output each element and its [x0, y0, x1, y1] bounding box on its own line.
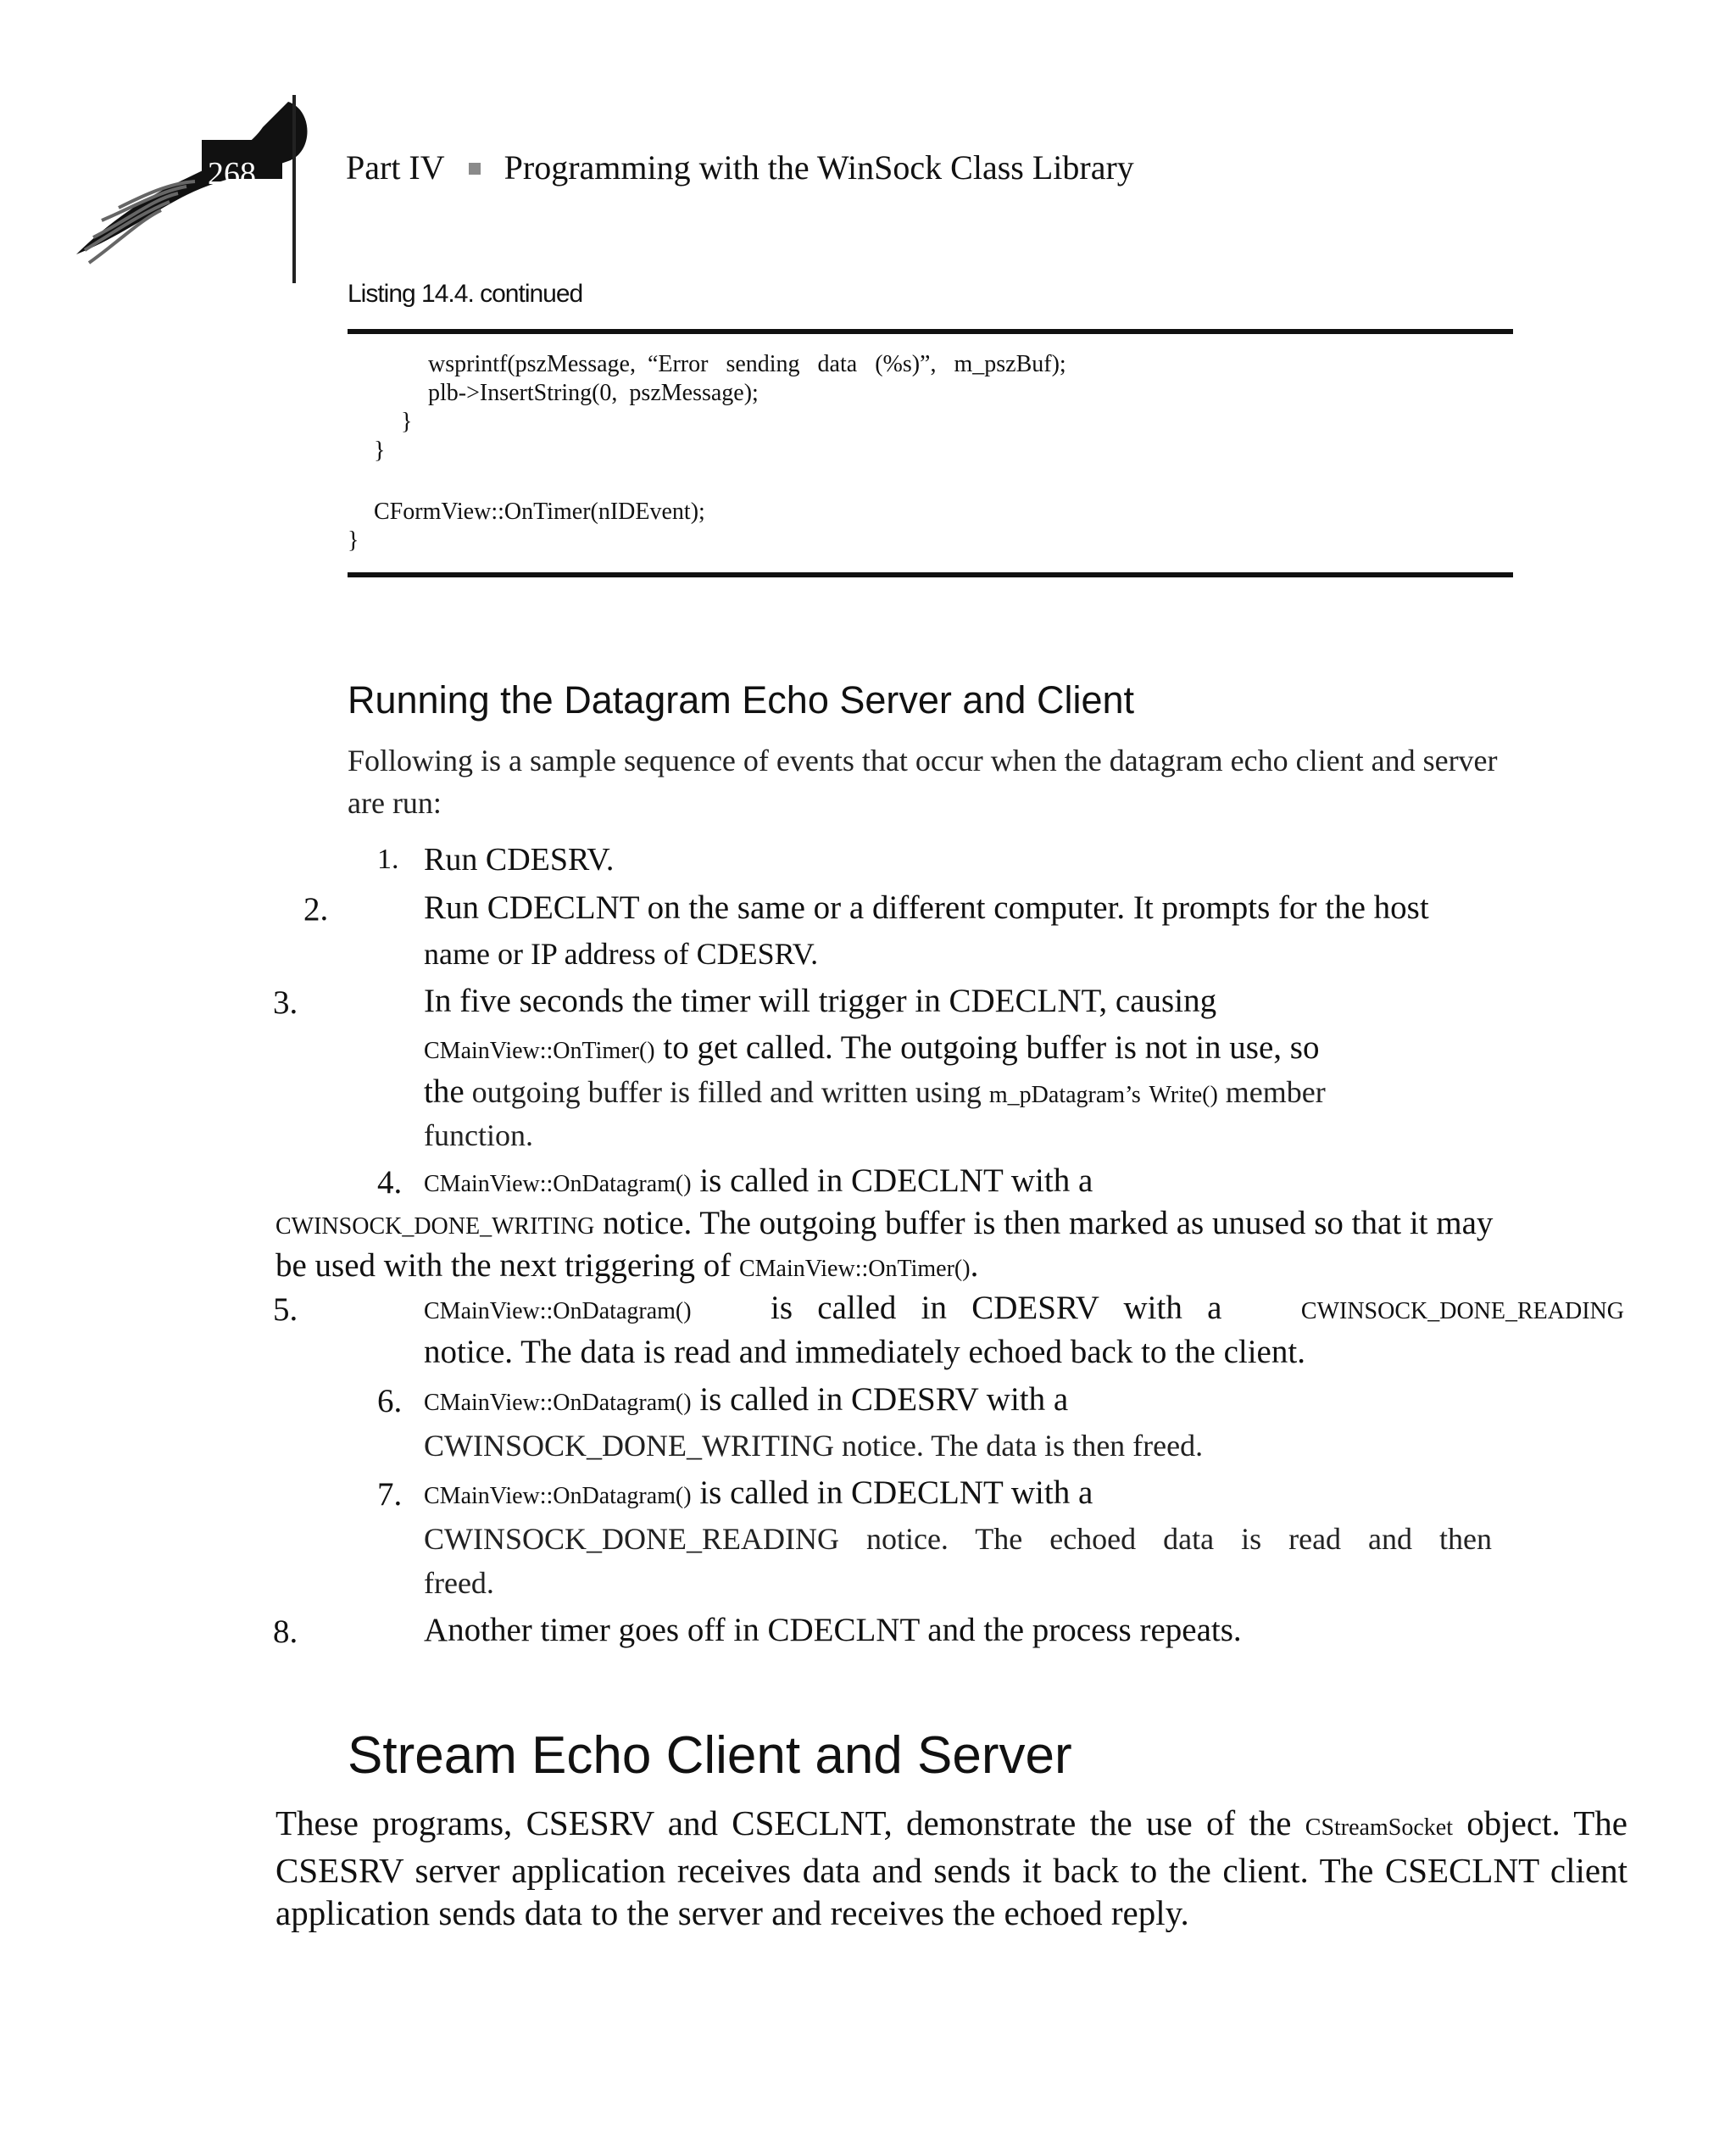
list-item-text: member: [1217, 1075, 1326, 1109]
list-item-text: is called in CDECLNT with a: [691, 1474, 1093, 1511]
list-item-text: be used with the next triggering of: [275, 1247, 739, 1284]
list-item-text: is called in CDESRV with a: [691, 1381, 1069, 1418]
code-line: }: [348, 527, 359, 554]
list-item-text: is called in CDECLNT with a: [691, 1162, 1093, 1199]
list-item: Another timer goes off in CDECLNT and the process repeats.: [424, 1612, 1242, 1648]
list-item: [424, 1071, 1326, 1117]
list-item: [424, 1287, 1624, 1333]
code-term: CMainView::OnTimer(): [738, 1256, 971, 1282]
section-body: [275, 1802, 1628, 1934]
code-term: CMainView::OnDatagram(): [424, 1171, 692, 1197]
code-line: wsprintf(pszMessage, “Error sending data (%s)”, m_pszBuf);: [428, 351, 1066, 377]
list-item-text: the: [424, 1073, 465, 1110]
listing-caption: Listing 14.4. continued: [348, 280, 583, 308]
code-term: CMainView::OnTimer(): [424, 1038, 655, 1064]
code-line: plb->InsertString(0, pszMessage);: [428, 380, 759, 406]
code-line: }: [401, 409, 413, 435]
code-line: CFormView::OnTimer(nIDEvent);: [374, 499, 705, 525]
list-item: notice. The data is read and immediately echoed back to the client.: [424, 1334, 1305, 1370]
list-item: Run CDECLNT on the same or a different computer. It prompts for the host: [424, 889, 1429, 926]
list-item: In five seconds the timer will trigger in CDECLNT, causing: [424, 983, 1217, 1019]
list-item: function.: [424, 1118, 533, 1152]
list-item: CWINSOCK_DONE_WRITING notice. The data is then freed.: [424, 1429, 1204, 1463]
header-vertical-rule: [292, 95, 296, 283]
code-term: CMainView::OnDatagram(): [424, 1298, 692, 1324]
list-number: 4.: [377, 1164, 403, 1201]
list-number: 8.: [273, 1613, 298, 1650]
list-item: [424, 1379, 1068, 1424]
list-number: 5.: [273, 1291, 298, 1328]
section-heading: Running the Datagram Echo Server and Client: [348, 678, 1135, 722]
code-line: }: [374, 438, 386, 464]
list-number: 3.: [273, 984, 298, 1021]
list-item-text: outgoing buffer is filled and written using: [464, 1075, 989, 1109]
code-term: CStreamSocket: [1305, 1814, 1453, 1841]
square-bullet-icon: [469, 163, 481, 175]
list-number: 1.: [377, 844, 399, 875]
list-item: [424, 1027, 1319, 1073]
book-title: Programming with the WinSock Class Library: [504, 148, 1134, 187]
code-term: CWINSOCK_DONE_WRITING: [275, 1213, 595, 1240]
list-item: Run CDESRV.: [424, 842, 615, 878]
list-item: name or IP address of CDESRV.: [424, 937, 819, 971]
list-item: [275, 1202, 1493, 1248]
body-text: object. The CSESRV server application receives data and sends it back to the client. The CSECLNT client application sends data to the server and receives the echoed reply.: [275, 1803, 1628, 1932]
code-term: CMainView::OnDatagram(): [424, 1483, 692, 1509]
listing-bottom-rule: [348, 572, 1513, 577]
code-term: Write(): [1149, 1082, 1218, 1108]
page-number: 268: [208, 156, 256, 192]
thumb-logo-image: [59, 93, 331, 280]
list-number: 7.: [377, 1476, 403, 1513]
list-item: CWINSOCK_DONE_READING notice. The echoed data is read and then: [424, 1522, 1492, 1556]
list-item-text: notice. The outgoing buffer is then marked as unused so that it may: [594, 1205, 1494, 1241]
body-text: These programs, CSESRV and CSECLNT, demonstrate the use of the: [275, 1803, 1305, 1842]
section-intro: Following is a sample sequence of events that occur when the datagram echo client and server are run:: [348, 744, 1498, 820]
listing-top-rule: [348, 329, 1513, 334]
list-item-text: .: [970, 1247, 979, 1284]
part-label: Part IV: [346, 148, 445, 187]
list-number: 6.: [377, 1383, 403, 1419]
list-item-text: is called in CDESRV with a: [771, 1290, 1222, 1326]
list-item: [424, 1160, 1093, 1206]
list-item: [424, 1472, 1093, 1518]
running-header: [346, 148, 1134, 187]
code-term: CMainView::OnDatagram(): [424, 1390, 692, 1416]
section-heading: Stream Echo Client and Server: [348, 1726, 1072, 1785]
list-item-text: to get called. The outgoing buffer is not in use, so: [654, 1029, 1320, 1066]
code-term: m_pDatagram’s: [988, 1082, 1141, 1108]
list-number: 2.: [303, 891, 329, 928]
list-item: freed.: [424, 1566, 494, 1600]
code-term: CWINSOCK_DONE_READING: [1300, 1298, 1624, 1324]
list-item: [275, 1245, 978, 1290]
